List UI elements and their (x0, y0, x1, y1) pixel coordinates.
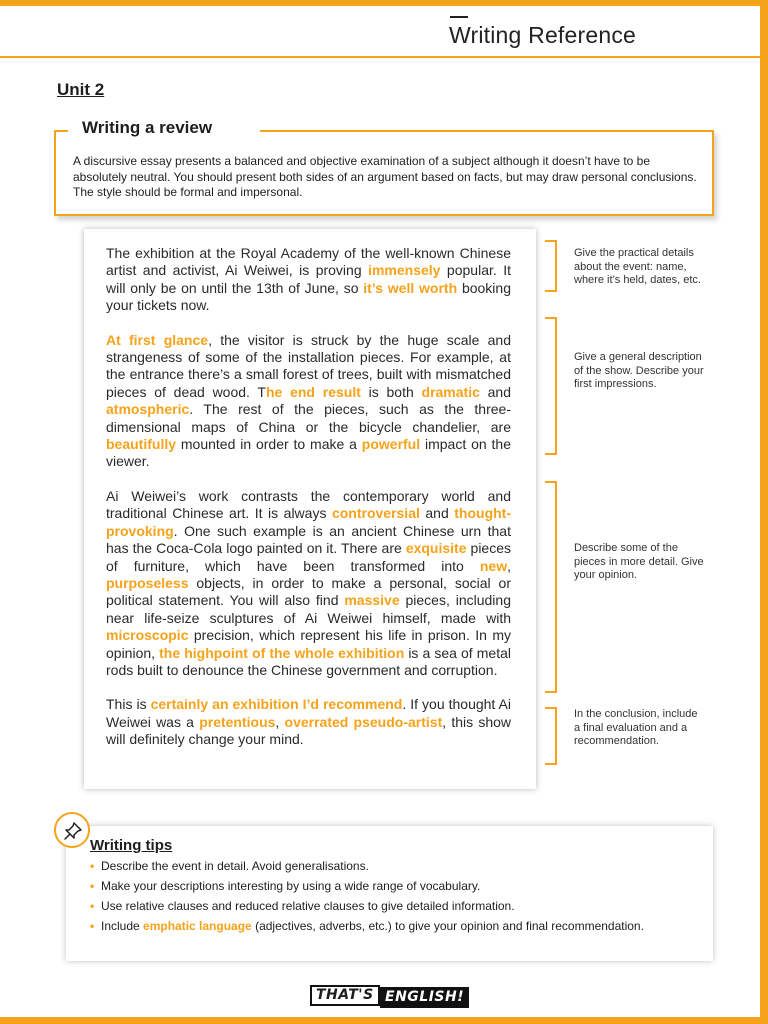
text-run: (adjectives, adverbs, etc.) to give your opinion and final recommendation. (251, 919, 644, 933)
text-run: pieces, including near life-seize sculptures of Ai Weiwei himself, made with (106, 592, 511, 626)
highlighted-phrase: the highpoint of the whole exhibition (159, 644, 405, 661)
highlighted-phrase: pretentious (199, 713, 276, 730)
highlighted-phrase: immensely (368, 262, 441, 279)
section-heading: Writing a review (78, 118, 216, 138)
text-run: , (275, 713, 285, 730)
highlighted-phrase: thought-provoking (106, 505, 511, 539)
text-run: mounted in order to make a (176, 436, 362, 453)
header-bar (0, 6, 760, 58)
intro-box (54, 118, 714, 216)
text-run: and (479, 383, 511, 400)
pushpin-icon (54, 812, 90, 848)
highlighted-phrase: atmospheric (106, 401, 190, 418)
text-run: is both (360, 383, 422, 400)
highlighted-phrase: it’s well worth (363, 279, 458, 296)
note-bracket-2 (545, 317, 557, 455)
highlighted-phrase: overrated pseudo-artist (284, 713, 443, 730)
essay-box (84, 229, 536, 789)
text-run: impact on the viewer. (106, 436, 511, 470)
text-run: Use relative clauses and reduced relative clauses to give detailed information. (101, 899, 515, 913)
tip-item (90, 899, 690, 914)
note-bracket-3 (545, 481, 557, 693)
header-dash (450, 16, 468, 18)
highlighted-phrase: powerful (361, 436, 421, 453)
margin-note-2: Give a general description of the show. Describe your first impressions. (574, 351, 704, 390)
text-run: . If you thought Ai Weiwei was a (106, 696, 511, 730)
essay-paragraph (106, 696, 511, 748)
unit-title: Unit 2 (57, 80, 105, 99)
text-run: booking your tickets now. (106, 279, 511, 314)
text-run: Include (101, 919, 144, 933)
bullet-icon: • (90, 899, 95, 913)
highlighted-phrase: microscopic (106, 627, 189, 644)
highlighted-phrase: controversial (331, 505, 420, 522)
margin-note-4: In the conclusion, include a final evaluation and a recommendation. (574, 708, 698, 747)
tip-item (90, 859, 690, 874)
text-run: Describe the event in detail. Avoid generalisations. (101, 859, 369, 873)
text-run: objects, in order to make a personal, social or political statement. You will also find (106, 574, 511, 609)
bottom-bar (0, 1017, 768, 1024)
text-run: Make your descriptions interesting by using a wide range of vocabulary. (101, 879, 481, 893)
text-run: popular. It will only be on until the 13th of June, so (106, 262, 511, 296)
intro-text: A discursive essay presents a balanced and objective examination of a subject although it doesn’t have to be absolutely neutral. You should present both sides of an argument based on facts, but may draw personal conclusions. The style should be formal and impersonal. (73, 154, 697, 199)
essay-paragraph (106, 488, 511, 679)
highlighted-phrase: certainly an exhibition I’d recommend (150, 696, 403, 713)
page (0, 6, 760, 1018)
page-title: Writing Reference (449, 22, 637, 48)
highlighted-phrase: dramatic (421, 383, 480, 400)
tips-box (66, 826, 713, 961)
tips-list (90, 859, 690, 939)
text-run: , (507, 557, 511, 574)
text-run: , the visitor is struck by the huge scale and strangeness of some of the installation pieces. For example, at the entrance there’s a small forest of trees, built with mismatched pieces of dead wood. T (106, 331, 511, 400)
tips-title: Writing tips (90, 837, 173, 854)
highlighted-phrase: exquisite (405, 540, 467, 557)
note-bracket-1 (545, 240, 557, 292)
brand-logo (310, 981, 470, 1009)
highlighted-phrase: emphatic language (143, 919, 252, 933)
text-run: . The rest of the pieces, such as the three-dimensional maps of China or the bicycle chandelier, are (106, 401, 511, 435)
text-run: . One such example is an ancient Chinese urn that has the Coca-Cola logo painted on it. There are (106, 522, 511, 557)
text-run: The exhibition at the Royal Academy of the well-known Chinese artist and activist, Ai Weiwei, is proving (106, 245, 511, 279)
margin-note-1: Give the practical details about the event: name, where it’s held, dates, etc. (574, 247, 701, 286)
text-run: This is (106, 696, 151, 713)
highlighted-phrase: he end result (266, 383, 361, 400)
bullet-icon: • (90, 879, 95, 893)
essay-paragraph (106, 245, 511, 315)
highlighted-phrase: beautifully (106, 436, 177, 453)
text-run: , this show will definitely change your mind. (106, 713, 512, 748)
note-bracket-4 (545, 707, 557, 765)
highlighted-phrase: purposeless (106, 574, 189, 591)
text-run: Ai Weiwei’s work contrasts the contemporary world and traditional Chinese art. It is always (106, 487, 511, 522)
logo-part-1: THAT'S (310, 985, 380, 1006)
tip-item (90, 879, 690, 894)
logo-part-2: ENGLISH! (380, 987, 469, 1008)
text-run: and (419, 505, 455, 522)
margin-note-3: Describe some of the pieces in more detail. Give your opinion. (574, 542, 704, 581)
highlighted-phrase: At first glance (106, 331, 209, 348)
text-run: precision, which represent his life in prison. In my opinion, (106, 627, 511, 661)
text-run: pieces of furniture, which have been transformed into (106, 540, 512, 574)
essay-paragraph (106, 332, 511, 471)
bullet-icon: • (90, 919, 95, 933)
highlighted-phrase: massive (344, 592, 400, 609)
bullet-icon: • (90, 859, 95, 873)
essay-text (106, 245, 511, 766)
text-run: is a sea of metal rods built to denounce the Chinese government and corruption. (106, 644, 512, 678)
tip-item (90, 919, 690, 934)
highlighted-phrase: new (479, 557, 508, 574)
